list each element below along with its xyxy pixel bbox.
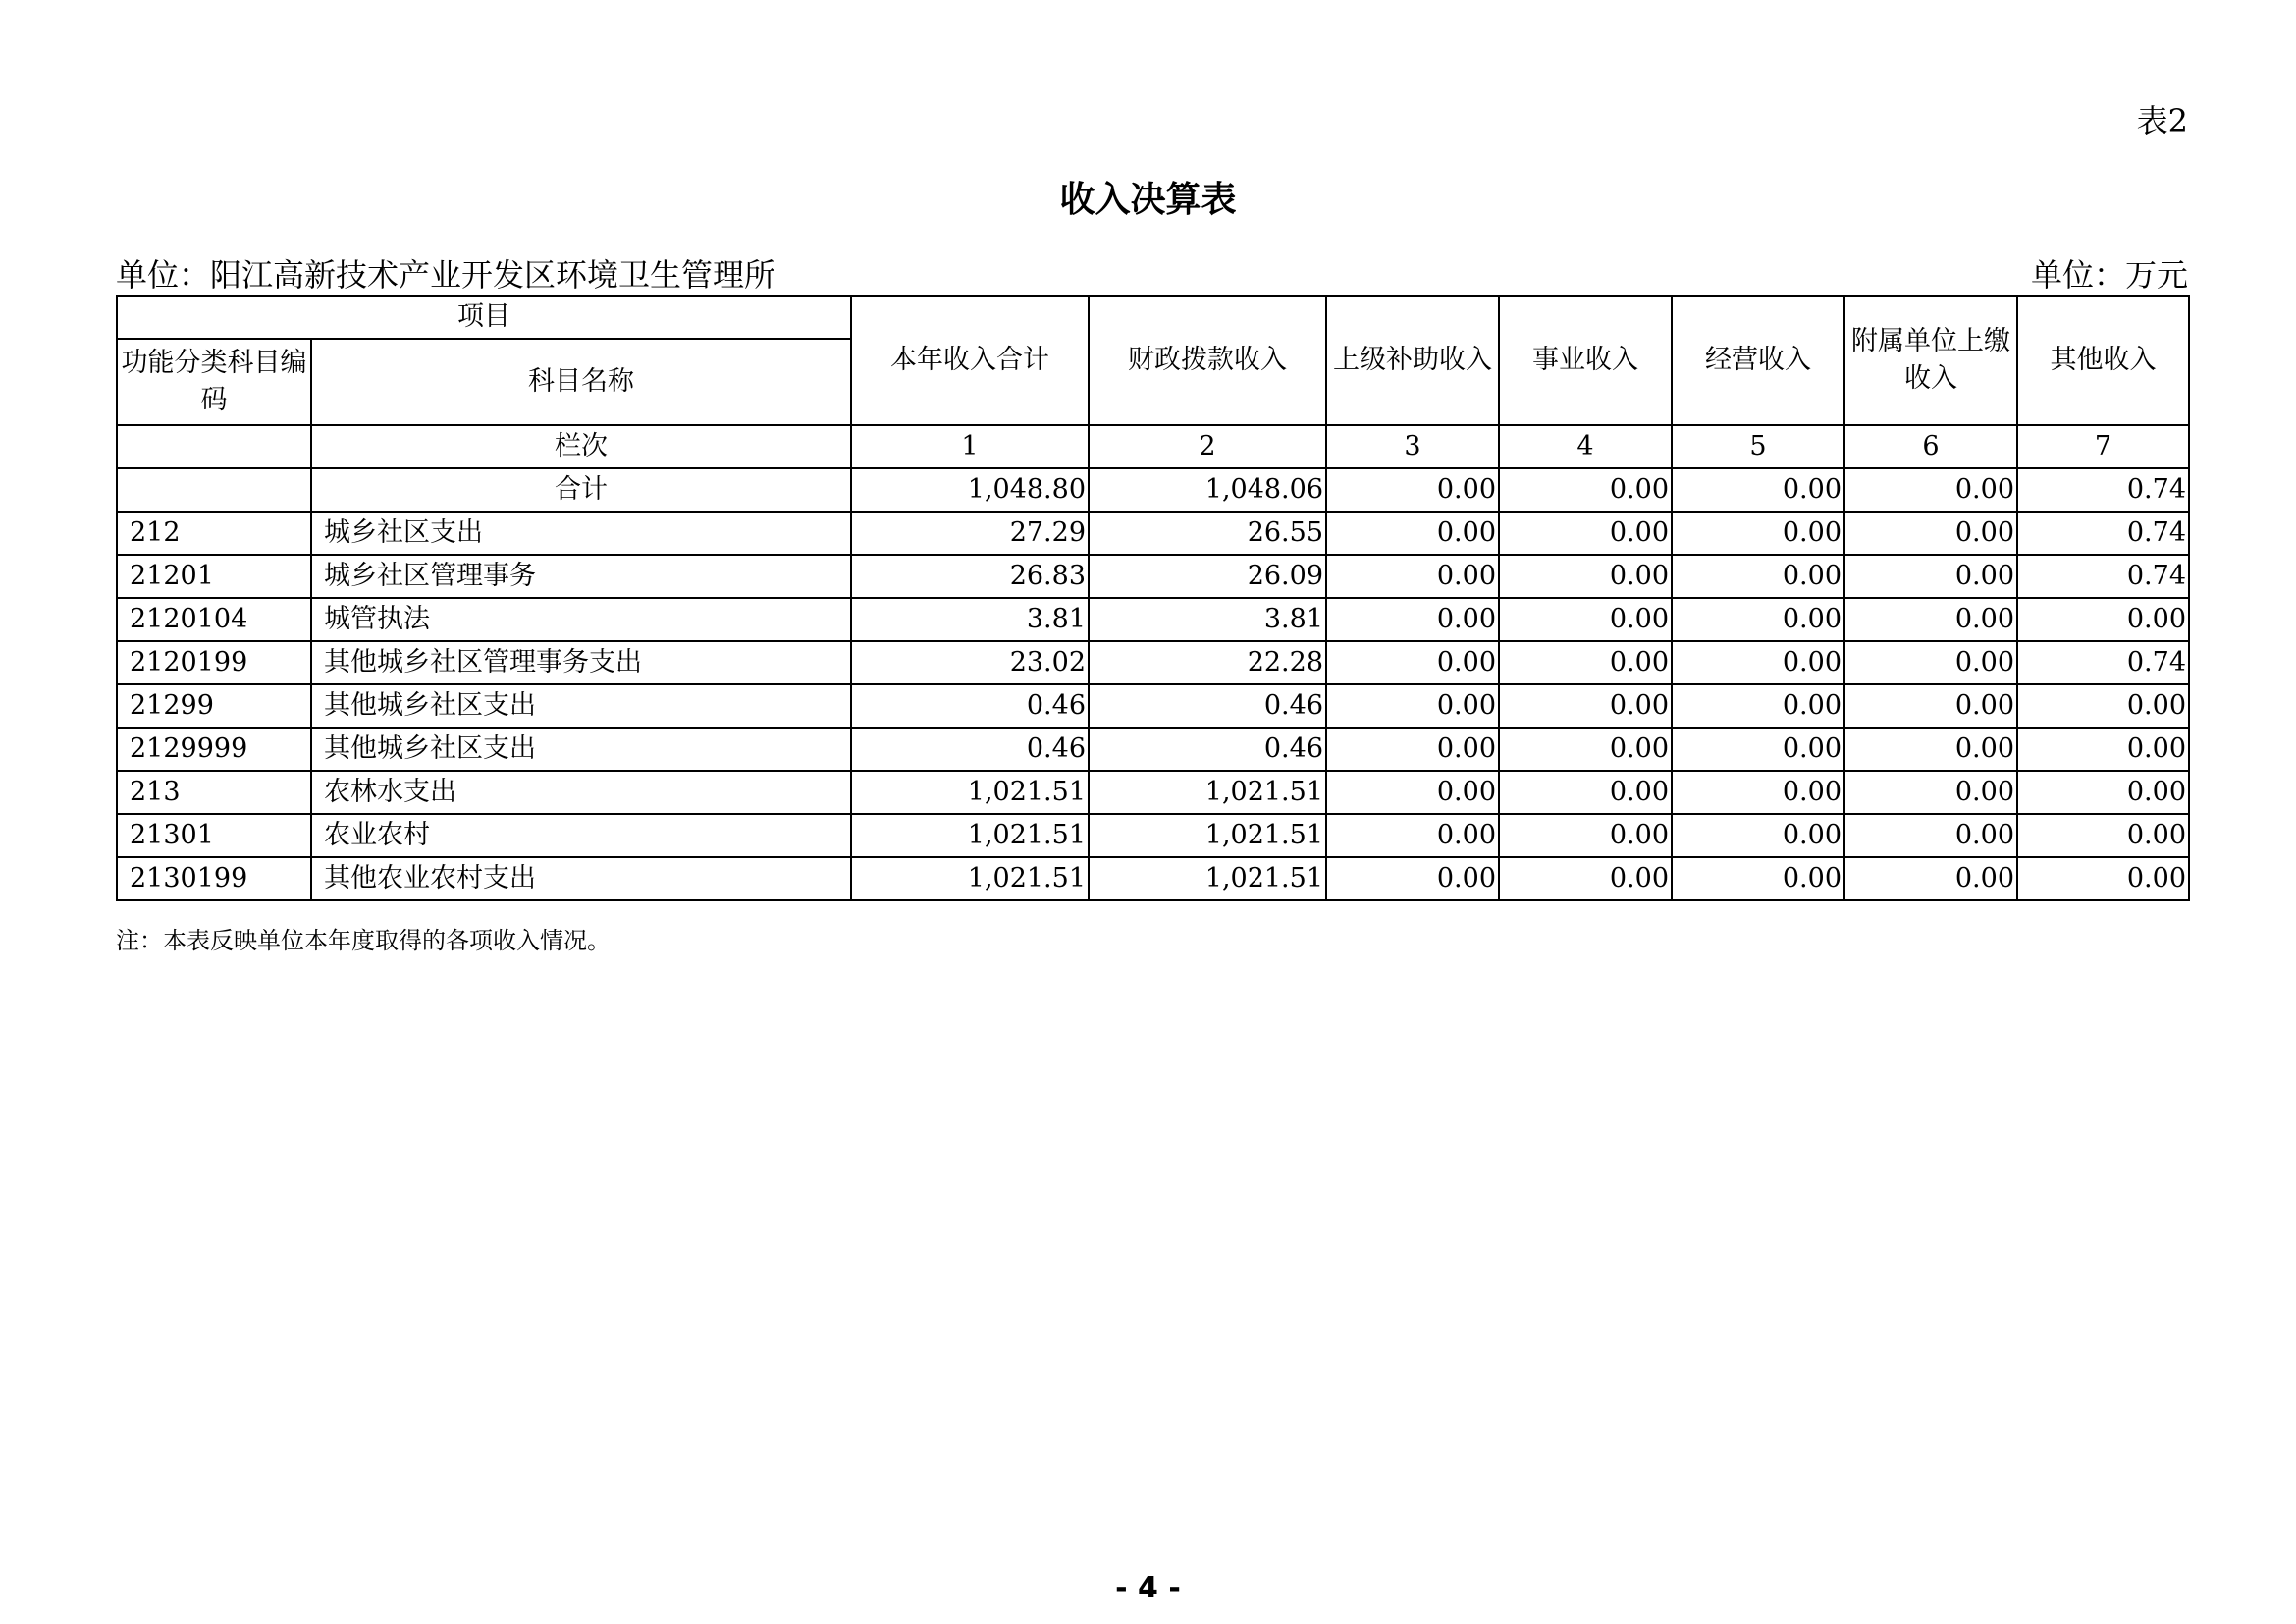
row-value: 0.00 <box>2017 814 2189 857</box>
row-value: 0.00 <box>1844 684 2017 728</box>
row-code: 2129999 <box>117 728 311 771</box>
table-row <box>117 512 2189 555</box>
row-value: 22.28 <box>1089 641 1326 684</box>
row-value: 1,021.51 <box>851 857 1089 900</box>
row-value: 0.00 <box>1326 814 1499 857</box>
row-value: 0.00 <box>1844 857 2017 900</box>
row-value: 0.46 <box>1089 684 1326 728</box>
row-value: 0.00 <box>1844 641 2017 684</box>
row-value: 0.00 <box>1844 771 2017 814</box>
row-value: 0.00 <box>1499 641 1672 684</box>
row-value: 0.46 <box>1089 728 1326 771</box>
row-name: 其他城乡社区支出 <box>311 684 851 728</box>
table-row <box>117 814 2189 857</box>
table-row <box>117 684 2189 728</box>
total-value: 0.00 <box>1844 468 2017 512</box>
column-number: 1 <box>851 425 1089 468</box>
row-value: 0.00 <box>1672 641 1844 684</box>
row-value: 0.46 <box>851 728 1089 771</box>
row-value: 0.00 <box>1499 728 1672 771</box>
row-value: 0.00 <box>2017 728 2189 771</box>
total-value: 1,048.06 <box>1089 468 1326 512</box>
row-value: 0.00 <box>1844 512 2017 555</box>
header-row-1 <box>117 296 2189 339</box>
column-number-label: 栏次 <box>311 425 851 468</box>
row-value: 0.00 <box>1326 641 1499 684</box>
table-row <box>117 555 2189 598</box>
total-value: 1,048.80 <box>851 468 1089 512</box>
column-number: 3 <box>1326 425 1499 468</box>
row-code: 21201 <box>117 555 311 598</box>
row-code: 2120199 <box>117 641 311 684</box>
row-value: 0.00 <box>1844 555 2017 598</box>
header-superior: 上级补助收入 <box>1326 296 1499 425</box>
row-value: 1,021.51 <box>1089 771 1326 814</box>
row-name: 城管执法 <box>311 598 851 641</box>
row-code: 21299 <box>117 684 311 728</box>
page-title: 收入决算表 <box>1059 179 1237 220</box>
row-value: 0.00 <box>1499 598 1672 641</box>
row-value: 0.00 <box>1844 598 2017 641</box>
header-other: 其他收入 <box>2017 296 2189 425</box>
row-value: 26.09 <box>1089 555 1326 598</box>
row-value: 1,021.51 <box>1089 857 1326 900</box>
row-value: 0.00 <box>1672 512 1844 555</box>
row-name: 城乡社区管理事务 <box>311 555 851 598</box>
column-number-row <box>117 425 2189 468</box>
row-value: 0.00 <box>1672 771 1844 814</box>
row-value: 0.00 <box>1326 598 1499 641</box>
reporting-unit: 单位：阳江高新技术产业开发区环境卫生管理所 <box>116 256 776 294</box>
page-number: - 4 - <box>1115 1571 1181 1605</box>
total-label: 合计 <box>311 468 851 512</box>
row-name: 其他农业农村支出 <box>311 857 851 900</box>
row-value: 1,021.51 <box>1089 814 1326 857</box>
table-row <box>117 857 2189 900</box>
row-value: 0.00 <box>1326 728 1499 771</box>
table-number: 表2 <box>2136 102 2188 139</box>
total-value: 0.00 <box>1326 468 1499 512</box>
row-value: 1,021.51 <box>851 814 1089 857</box>
row-code: 2120104 <box>117 598 311 641</box>
table-row <box>117 598 2189 641</box>
footnote: 注：本表反映单位本年度取得的各项收入情况。 <box>116 927 611 954</box>
table-row <box>117 771 2189 814</box>
row-value: 0.74 <box>2017 512 2189 555</box>
currency-unit: 单位：万元 <box>2030 256 2188 294</box>
row-value: 0.00 <box>1326 512 1499 555</box>
row-name: 城乡社区支出 <box>311 512 851 555</box>
row-value: 0.00 <box>1326 857 1499 900</box>
row-value: 0.00 <box>1499 771 1672 814</box>
row-value: 0.00 <box>2017 684 2189 728</box>
total-value: 0.00 <box>1672 468 1844 512</box>
row-value: 0.00 <box>1499 512 1672 555</box>
row-value: 0.74 <box>2017 641 2189 684</box>
header-project: 项目 <box>117 296 851 339</box>
row-name: 农林水支出 <box>311 771 851 814</box>
column-number: 4 <box>1499 425 1672 468</box>
blank-cell <box>117 468 311 512</box>
header-operating: 经营收入 <box>1672 296 1844 425</box>
row-value: 0.74 <box>2017 555 2189 598</box>
row-value: 0.00 <box>1672 555 1844 598</box>
row-value: 0.00 <box>1672 684 1844 728</box>
row-value: 0.00 <box>1844 728 2017 771</box>
row-value: 0.00 <box>1672 728 1844 771</box>
row-value: 0.00 <box>1326 684 1499 728</box>
row-value: 0.00 <box>2017 598 2189 641</box>
table-row <box>117 728 2189 771</box>
column-number: 6 <box>1844 425 2017 468</box>
row-value: 0.00 <box>1672 598 1844 641</box>
row-code: 2130199 <box>117 857 311 900</box>
blank-cell <box>117 425 311 468</box>
header-total: 本年收入合计 <box>851 296 1089 425</box>
row-value: 0.00 <box>1499 857 1672 900</box>
header-code: 功能分类科目编码 <box>117 339 311 425</box>
row-code: 21301 <box>117 814 311 857</box>
row-value: 0.00 <box>2017 857 2189 900</box>
row-name: 农业农村 <box>311 814 851 857</box>
row-code: 213 <box>117 771 311 814</box>
total-value: 0.74 <box>2017 468 2189 512</box>
row-value: 0.00 <box>1844 814 2017 857</box>
row-value: 3.81 <box>1089 598 1326 641</box>
row-value: 23.02 <box>851 641 1089 684</box>
row-value: 0.00 <box>1499 555 1672 598</box>
row-value: 27.29 <box>851 512 1089 555</box>
total-row <box>117 468 2189 512</box>
row-value: 0.00 <box>1499 814 1672 857</box>
table-row <box>117 641 2189 684</box>
row-value: 0.46 <box>851 684 1089 728</box>
row-value: 1,021.51 <box>851 771 1089 814</box>
row-name: 其他城乡社区支出 <box>311 728 851 771</box>
header-business: 事业收入 <box>1499 296 1672 425</box>
row-code: 212 <box>117 512 311 555</box>
row-value: 0.00 <box>1672 857 1844 900</box>
header-fiscal: 财政拨款收入 <box>1089 296 1326 425</box>
column-number: 7 <box>2017 425 2189 468</box>
header-affiliate: 附属单位上缴收入 <box>1844 296 2017 425</box>
row-name: 其他城乡社区管理事务支出 <box>311 641 851 684</box>
row-value: 0.00 <box>1672 814 1844 857</box>
row-value: 26.55 <box>1089 512 1326 555</box>
column-number: 5 <box>1672 425 1844 468</box>
total-value: 0.00 <box>1499 468 1672 512</box>
income-table <box>116 295 2190 901</box>
row-value: 0.00 <box>1326 771 1499 814</box>
row-value: 0.00 <box>2017 771 2189 814</box>
row-value: 3.81 <box>851 598 1089 641</box>
row-value: 0.00 <box>1326 555 1499 598</box>
column-number: 2 <box>1089 425 1326 468</box>
row-value: 0.00 <box>1499 684 1672 728</box>
row-value: 26.83 <box>851 555 1089 598</box>
header-name: 科目名称 <box>311 339 851 425</box>
